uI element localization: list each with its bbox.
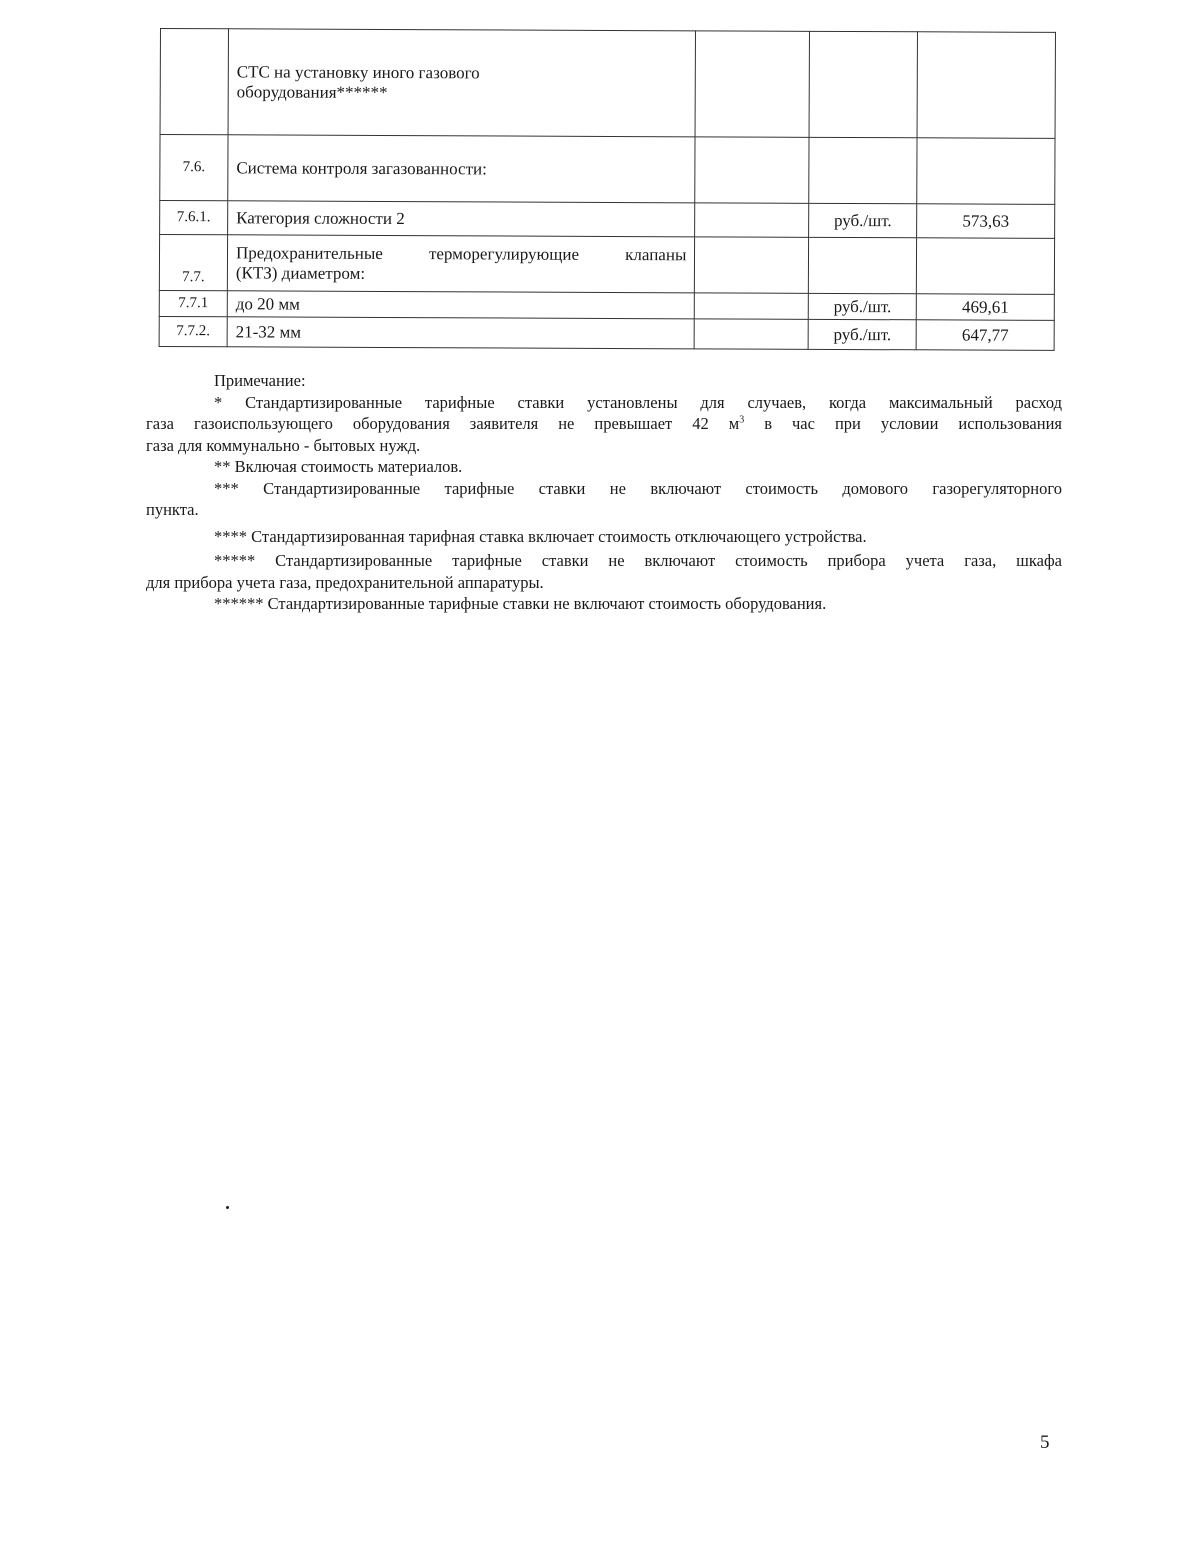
row-price [917,138,1055,205]
row-number: 7.7.2. [159,316,227,346]
table-row [160,201,1055,239]
note-3-line: *** Стандартизированные тарифные ставки не включают стоимость домового газорегуляторного [214,478,1062,498]
row-description [228,29,696,137]
row-empty-cell [695,203,809,237]
row-number [160,29,228,135]
row-description: 21-32 мм [227,317,695,349]
note-1-text-b: в час при условии использования [744,414,1062,433]
note-2: ** Включая стоимость материалов. [214,457,463,476]
row-empty-cell [695,137,809,203]
row-price: 573,63 [917,204,1055,239]
description-line: Предохранительные терморегулирующие клапаны [235,242,687,264]
table-row [159,290,1054,320]
table-row [159,316,1054,350]
row-description: Система контроля загазованности: [228,135,696,203]
row-unit [809,237,917,293]
row-unit: руб./шт. [809,203,917,237]
note-1-text-a: газа газоиспользующего оборудования заявителя не превышает 42 м [146,414,740,433]
row-unit [809,31,917,137]
note-6: ****** Стандартизированные тарифные ставки не включают стоимость оборудования. [214,594,827,613]
note-1-line: газа для коммунально - бытовых нужд. [146,435,421,455]
row-price [916,238,1054,295]
row-price [917,32,1055,139]
note-1-superscript: 3 [739,414,745,426]
row-description: до 20 мм [227,291,695,319]
description-line: (КТЗ) диаметром: [235,262,366,283]
note-3-line: пункта. [146,500,199,519]
row-description: Категория сложности 2 [228,201,696,237]
row-description [227,235,695,293]
note-1-line [146,413,1062,435]
row-price: 647,77 [916,320,1054,351]
row-number: 7.7.1 [159,290,227,316]
row-number: 7.6.1. [160,201,228,235]
note-4: **** Стандартизированная тарифная ставка включает стоимость отключающего устройства. [214,526,867,546]
row-number: 7.6. [160,135,228,201]
description-line: СТС на установку иного газового [236,61,480,82]
row-price: 469,61 [916,294,1054,321]
note-1-line: * Стандартизированные тарифные ставки установлены для случаев, когда максимальный расход [214,392,1062,412]
row-unit: руб./шт. [808,319,916,349]
table-row [160,29,1055,139]
page-number: 5 [1040,1432,1050,1453]
notes-heading: Примечание: [214,371,306,390]
note-5-line: для прибора учета газа, предохранительной аппаратуры. [146,572,544,592]
row-empty-cell [694,319,808,349]
notes-section [146,370,1062,615]
row-empty-cell [695,293,809,319]
table-row [160,135,1055,205]
description-line: оборудования****** [236,81,388,102]
row-number: 7.7. [159,235,227,291]
row-empty-cell [695,237,809,293]
row-unit: руб./шт. [808,293,916,319]
table-row [159,235,1054,295]
note-5-line: ***** Стандартизированные тарифные ставки не включают стоимость прибора учета газа, шкафа [214,551,1062,570]
row-empty-cell [695,31,809,137]
tariff-table [159,28,1056,351]
row-unit [809,137,917,203]
scan-speck [226,1206,229,1209]
